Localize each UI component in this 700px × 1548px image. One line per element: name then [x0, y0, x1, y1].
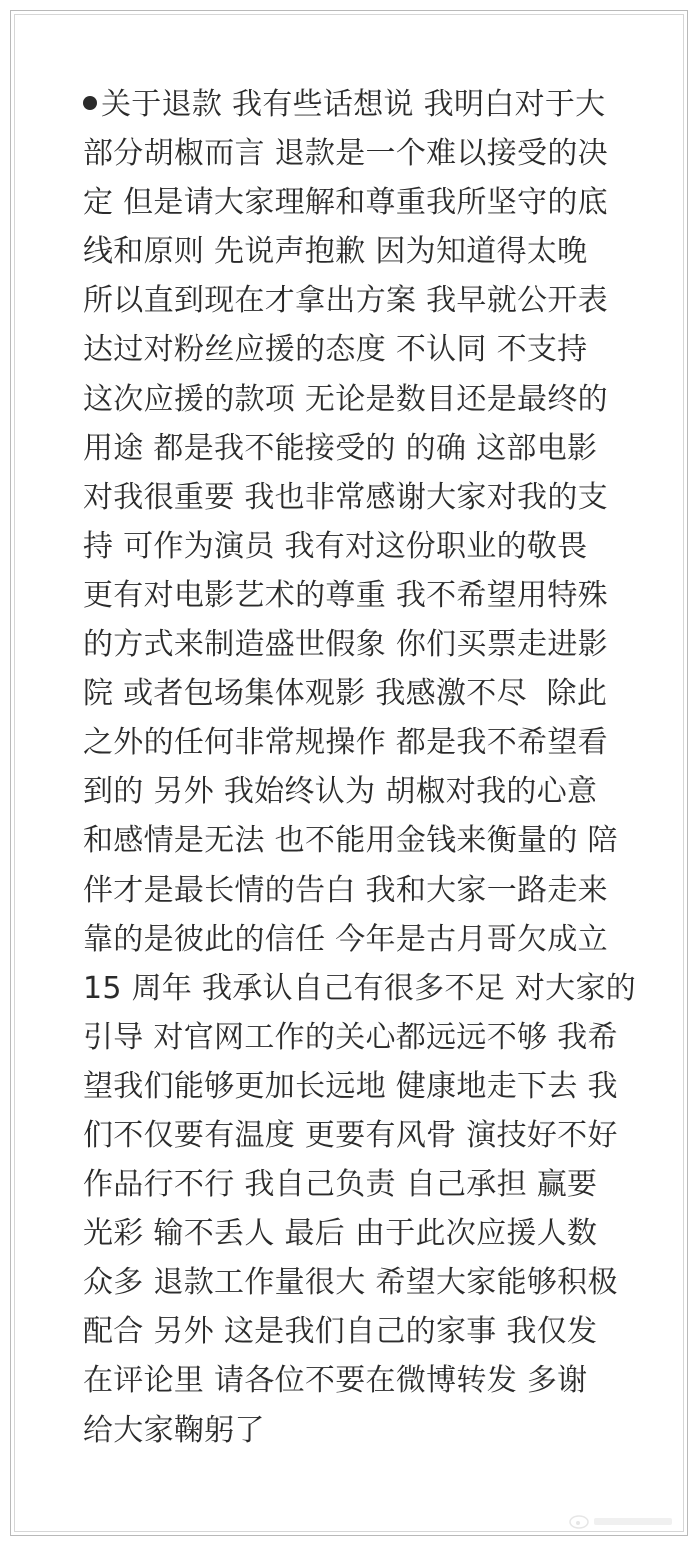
text-line-content: 关于退款 我有些话想说 我明白对于大	[101, 87, 606, 122]
text-line: 用途 都是我不能接受的 的确 这部电影	[83, 430, 598, 466]
text-line: 到的 另外 我始终认为 胡椒对我的心意	[83, 774, 598, 810]
text-line: 15 周年 我承认自己有很多不足 对大家的	[83, 970, 637, 1006]
text-line: 们不仅要有温度 更要有风骨 演技好不好	[83, 1117, 618, 1153]
text-line: 靠的是彼此的信任 今年是古月哥欠成立	[83, 921, 608, 957]
text-line: 作品行不行 我自己负责 自己承担 赢要	[83, 1167, 598, 1203]
statement-text	[83, 80, 637, 1455]
text-line: 持 可作为演员 我有对这份职业的敬畏	[83, 528, 588, 564]
text-line: 定 但是请大家理解和尊重我所坚守的底	[83, 185, 608, 221]
text-line: 线和原则 先说声抱歉 因为知道得太晚	[83, 234, 588, 270]
text-line: 和感情是无法 也不能用金钱来衡量的 陪	[83, 823, 618, 859]
text-line: 伴才是最长情的告白 我和大家一路走来	[83, 872, 608, 908]
text-line: 众多 退款工作量很大 希望大家能够积极	[83, 1265, 618, 1301]
text-line: 望我们能够更加长远地 健康地走下去 我	[83, 1068, 618, 1104]
text-line: 引导 对官网工作的关心都远远不够 我希	[83, 1019, 618, 1055]
text-line: 这次应援的款项 无论是数目还是最终的	[83, 381, 608, 417]
text-line: 给大家鞠躬了	[83, 1412, 265, 1448]
text-line: 对我很重要 我也非常感谢大家对我的支	[83, 479, 608, 515]
text-line: 部分胡椒而言 退款是一个难以接受的决	[83, 136, 608, 172]
bullet-icon	[83, 96, 97, 110]
text-line: 所以直到现在才拿出方案 我早就公开表	[83, 283, 608, 319]
text-line: 达过对粉丝应援的态度 不认同 不支持	[83, 332, 588, 368]
text-line: 院 或者包场集体观影 我感激不尽 除此	[83, 676, 608, 712]
text-line: 光彩 输不丢人 最后 由于此次应援人数	[83, 1216, 598, 1252]
text-line: 之外的任何非常规操作 都是我不希望看	[83, 725, 608, 761]
text-line	[83, 80, 623, 129]
text-line: 的方式来制造盛世假象 你们买票走进影	[83, 627, 608, 663]
text-line: 配合 另外 这是我们自己的家事 我仅发	[83, 1314, 598, 1350]
text-line: 更有对电影艺术的尊重 我不希望用特殊	[83, 577, 608, 613]
text-line: 在评论里 请各位不要在微博转发 多谢	[83, 1363, 588, 1399]
watermark-icon	[568, 1510, 678, 1532]
